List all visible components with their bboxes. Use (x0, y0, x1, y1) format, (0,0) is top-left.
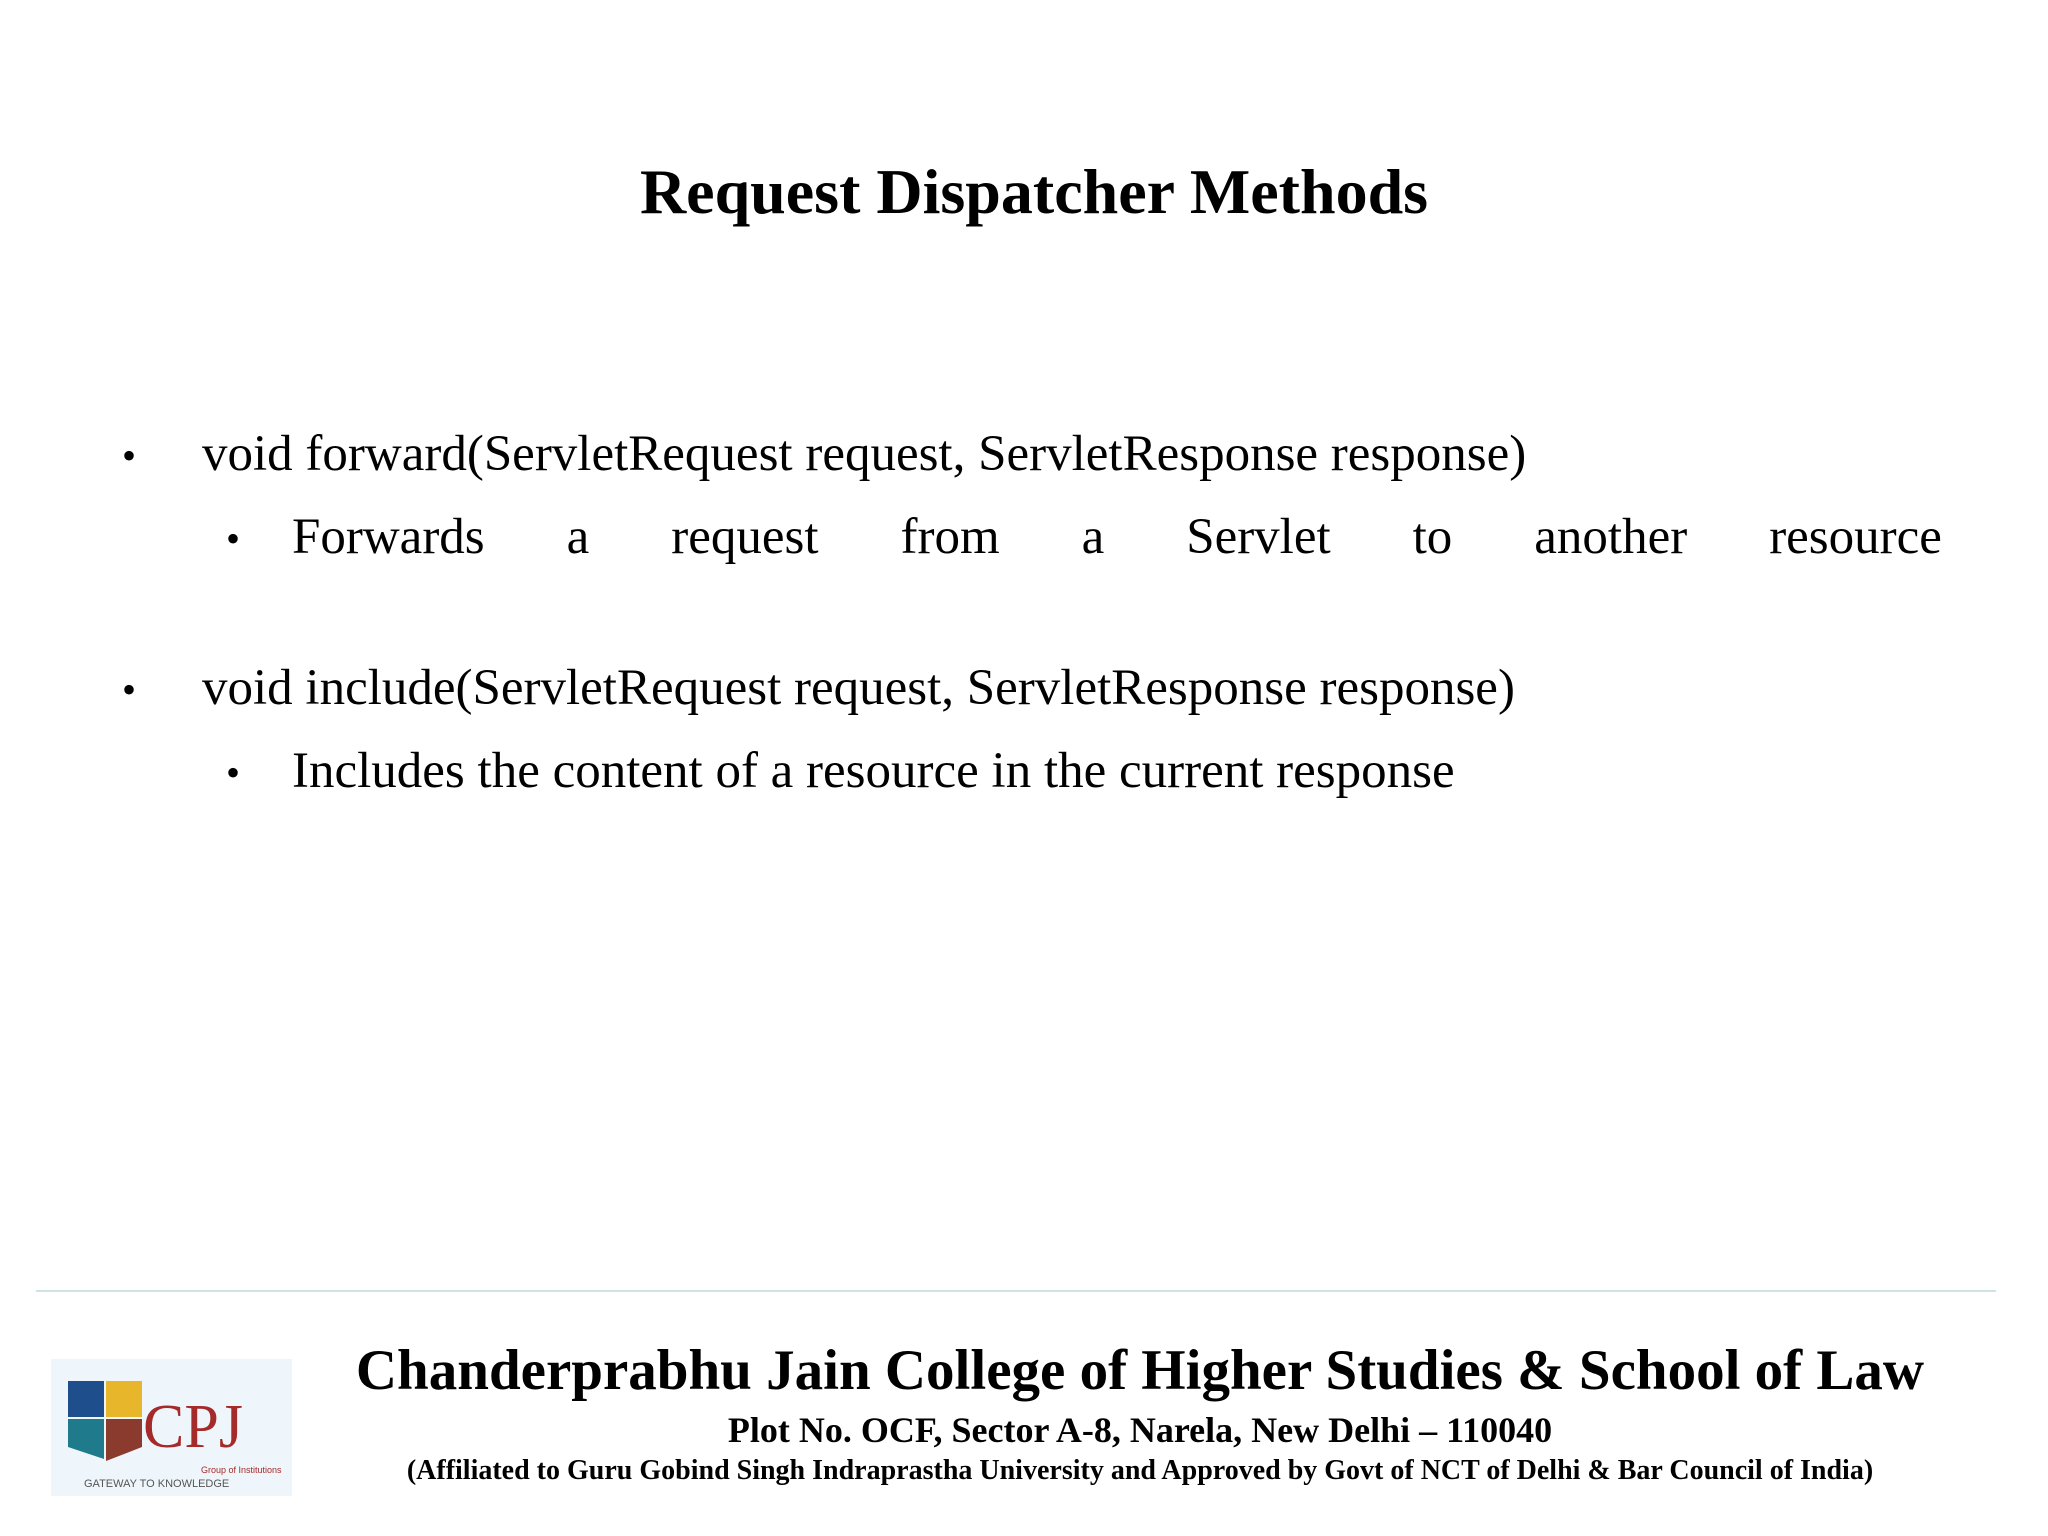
word: from (900, 509, 1000, 565)
word: Servlet (1186, 509, 1331, 565)
svg-text:GATEWAY TO KNOWLEDGE: GATEWAY TO KNOWLEDGE (84, 1478, 230, 1490)
word: another (1534, 509, 1688, 565)
word: to (1412, 509, 1453, 565)
word: a (1081, 509, 1105, 565)
sub-bullet-icon: • (226, 516, 241, 561)
bullet-forward: void forward(ServletRequest request, ServletResponse response) (202, 426, 1527, 482)
bullet-include: void include(ServletRequest request, ServletResponse response) (202, 660, 1515, 716)
footer-divider (36, 1290, 1996, 1292)
logo-letters: CPJ (143, 1393, 243, 1461)
svg-text:Group of Institutions: Group of Institutions (201, 1465, 282, 1475)
sub-bullet-icon: • (226, 750, 241, 795)
college-logo (51, 1359, 292, 1496)
college-address: Plot No. OCF, Sector A-8, Narela, New Delhi – 110040 (727, 1410, 1553, 1450)
bullet-icon: • (122, 433, 137, 478)
bullet-icon: • (122, 667, 137, 712)
word: a (566, 509, 590, 565)
slide-title: Request Dispatcher Methods (639, 156, 1429, 227)
sub-bullet-include: Includes the content of a resource in the current response (292, 743, 1455, 799)
college-name: Chanderprabhu Jain College of Higher Studies & School of Law (355, 1339, 1925, 1402)
college-affiliation: (Affiliated to Guru Gobind Singh Indraprastha University and Approved by Govt of NCT of Delhi & Bar Council of India) (406, 1455, 1874, 1486)
word: request (671, 509, 819, 565)
sub-bullet-forward (292, 508, 1942, 566)
word: Forwards (292, 509, 485, 565)
word: resource (1769, 509, 1942, 565)
